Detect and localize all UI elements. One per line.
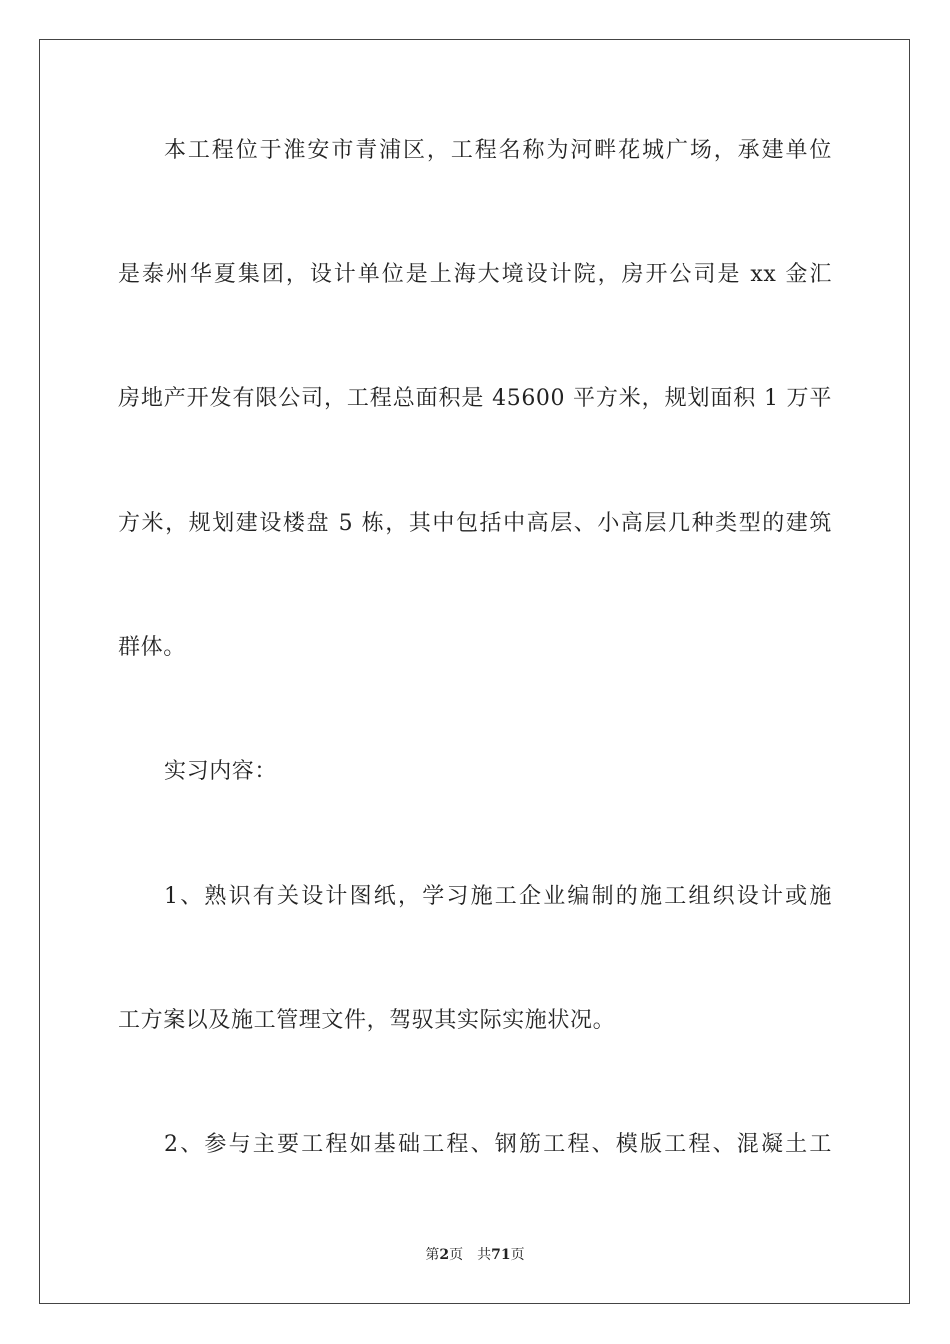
page-footer <box>0 1246 950 1264</box>
paragraph-1-line-1: 本工程位于淮安市青浦区，工程名称为河畔花城广场，承建单位 <box>164 138 832 163</box>
page-border <box>39 39 910 1304</box>
total-suffix: 页 <box>510 1247 525 1263</box>
total-pages: 71 <box>491 1247 511 1263</box>
total-prefix: 共 <box>477 1247 492 1263</box>
item-2-line-1: 2、参与主要工程如基础工程、钢筋工程、模版工程、混凝土工 <box>164 1132 832 1157</box>
paragraph-1-line-2: 是泰州华夏集团，设计单位是上海大境设计院，房开公司是 xx 金汇 <box>118 262 832 287</box>
page-number: 2 <box>439 1247 450 1263</box>
item-1-line-1: 1、熟识有关设计图纸，学习施工企业编制的施工组织设计或施 <box>164 884 832 909</box>
paragraph-1-line-3: 房地产开发有限公司，工程总面积是 45600 平方米，规划面积 1 万平 <box>118 386 832 411</box>
item-1-line-2: 工方案以及施工管理文件，驾驭其实际实施状况。 <box>118 1008 616 1033</box>
paragraph-1-line-5: 群体。 <box>118 635 186 660</box>
page-prefix: 第 <box>425 1247 440 1263</box>
paragraph-1-line-4: 方米，规划建设楼盘 5 栋，其中包括中高层、小高层几种类型的建筑 <box>118 511 832 536</box>
page-suffix: 页 <box>449 1247 464 1263</box>
section-heading: 实习内容： <box>164 759 278 784</box>
